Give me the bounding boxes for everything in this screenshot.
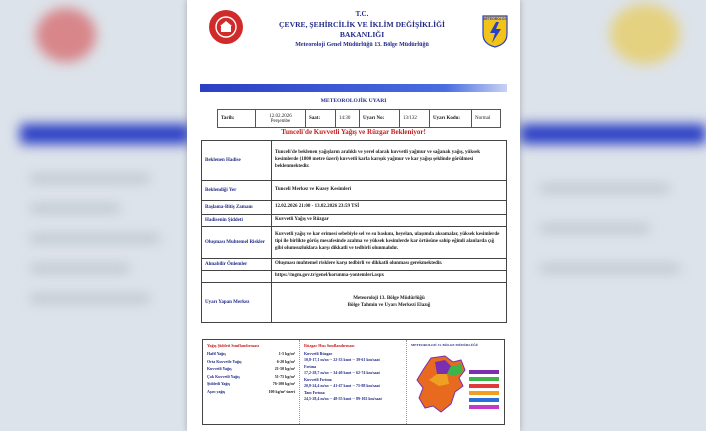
- rain-class-name: Çok Kuvvetli Yağış: [207, 373, 240, 379]
- time-label: Saat:: [309, 116, 321, 121]
- blurred-line: [540, 226, 650, 231]
- region-map: [411, 352, 477, 418]
- wind-classification-title: Rüzgar Hızı Sınıflandırması: [304, 343, 355, 348]
- wind-class-name: Tam Fırtına: [304, 390, 325, 395]
- table-row: [202, 141, 507, 181]
- meteorology-logo-text: METEOROLOJİ: [482, 17, 508, 21]
- info-link[interactable]: https://mgm.gov.tr/genel/korunma-yontemleri.aspx: [272, 271, 507, 283]
- blurred-line: [30, 206, 120, 211]
- blurred-line: [540, 186, 670, 191]
- list-item: [207, 389, 295, 394]
- row-value: Kuvvetli Yağış ve Rüzgar: [272, 215, 507, 227]
- ministry-name-line1: ÇEVRE, ŞEHİRCİLİK VE İKLİM DEĞİŞİKLİĞİ: [279, 20, 445, 29]
- color-bar: [469, 370, 499, 374]
- meteorology-logo: [481, 14, 509, 48]
- info-cell: [472, 110, 500, 127]
- decorative-band: [200, 84, 507, 92]
- table-row: [202, 283, 507, 323]
- list-item: [207, 381, 295, 386]
- blurred-band-left: [20, 124, 190, 144]
- wind-class-detail: 24,5-28,4 m/sn -- 48-55 knot -- 89-102 km/saat: [304, 396, 382, 401]
- wind-class-detail: 10,8-17,1 m/sn -- 22-33 knot -- 39-61 km/saat: [304, 357, 380, 362]
- blurred-band-right: [520, 124, 706, 144]
- document-page: [187, 0, 520, 431]
- blurred-line: [540, 266, 680, 271]
- wind-class-detail: 17,2-28,7 m/sn -- 34-40 knot -- 62-74 km/saat: [304, 370, 380, 375]
- rain-class-range: 21-50 kg/m²: [274, 366, 295, 372]
- info-cell: [256, 110, 306, 127]
- color-bar: [469, 398, 499, 402]
- row-key: [202, 271, 272, 283]
- row-value: 12.02.2026 21:00 - 13.02.2026 23:59 TSİ: [272, 201, 507, 215]
- color-bar: [469, 405, 499, 409]
- rain-class-name: Orta Kuvvetle Yağış: [207, 358, 242, 364]
- color-bar: [469, 384, 499, 388]
- info-cell: [306, 110, 336, 127]
- directorate-name: Meteoroloji Genel Müdürlüğü 13. Bölge Müdürlüğü: [295, 42, 429, 48]
- wind-class-name: Kuvvetli Rüzgar: [304, 351, 333, 356]
- list-item: [207, 351, 295, 356]
- row-key: Uyarı Yapan Merkez: [202, 283, 272, 323]
- rain-class-range: 76-100 kg/m²: [272, 381, 295, 387]
- row-key: Hadisenin Şiddeti: [202, 215, 272, 227]
- row-key: Beklenen Hadise: [202, 141, 272, 181]
- ministry-emblem-icon: [214, 15, 238, 39]
- warning-number-value: 13/132: [403, 116, 417, 121]
- info-cell: [430, 110, 472, 127]
- region-map-caption: METEOROLOJİ 13. BÖLGE MÜDÜRLÜĞÜ: [411, 343, 479, 347]
- warning-code-value: Normal: [475, 116, 491, 121]
- info-cell: [336, 110, 360, 127]
- blurred-logo-left: [36, 8, 96, 62]
- rain-class-range: 51-75 kg/m²: [274, 373, 295, 379]
- wind-class-name: Fırtına: [304, 364, 316, 369]
- day-value: Perşembe: [270, 118, 291, 124]
- warning-title: METEOROLOJİK UYARI: [320, 98, 387, 104]
- color-bar: [469, 391, 499, 395]
- row-value: Oluşması muhtemel risklere karşı tedbirli ve dikkatli olunması gerekmektedir.: [272, 259, 507, 271]
- warning-code-label: Uyarı Kodu:: [433, 116, 461, 121]
- classification-legend: [202, 339, 505, 425]
- blurred-line: [30, 296, 150, 301]
- info-cell: [360, 110, 400, 127]
- rain-class-range: 1-5 kg/m²: [278, 351, 295, 356]
- row-value: Tunceli Merkez ve Kuzey Kesimleri: [272, 181, 507, 201]
- table-row: [202, 181, 507, 201]
- rain-class-name: Kuvvetli Yağış: [207, 366, 232, 372]
- row-value: Tunceli'de beklenen yağışların aralıklı ve yerel olarak kuvvetli yağmur ve sağanak yağış, yüksek kesimlerde (1800 metre üzeri) kuvvetli karla karışık yağmur ve kar yağışı şeklinde görülmesi beklenmektedir.: [272, 141, 507, 181]
- row-key: Alınabilir Önlemler: [202, 259, 272, 271]
- wind-class-name: Kuvvetli Fırtına: [304, 377, 332, 382]
- list-item: [207, 359, 295, 364]
- blurred-line: [30, 236, 160, 241]
- row-value: Kuvvetli yağış ve kar erimesi sebebiyle sel ve su baskını, heyelan, ulaşımda aksamalar, yüksek kesimlerde tipi ile birlikte görüş mesafesinde azalma ve yüksek kesimlerde kar örtüsüne sahip eğimli alanlarda çığ gibi olumsuzluklara karşı dikkatli ve tedbirli olunmalıdır.: [272, 227, 507, 259]
- info-cell: [400, 110, 430, 127]
- rain-classification-title: Yağış Şiddeti Sınıflandırması: [207, 343, 259, 348]
- warning-number-label: Uyarı No:: [363, 116, 385, 121]
- warning-details-table: [201, 140, 507, 323]
- time-value: 14:30: [339, 116, 351, 121]
- row-key: Beklendiği Yer: [202, 181, 272, 201]
- blurred-logo-right: [610, 4, 680, 64]
- date-label: Tarih:: [221, 116, 235, 121]
- color-bar: [469, 377, 499, 381]
- row-value: Meteoroloji 13. Bölge Müdürlüğü Bölge Tahmin ve Uyarı Merkezi Elazığ: [272, 283, 507, 323]
- wind-classification: [299, 340, 406, 424]
- map-color-bars: [469, 370, 499, 412]
- rain-class-name: Şiddetli Yağış: [207, 381, 231, 387]
- warning-info-bar: [217, 109, 501, 128]
- table-row: [202, 227, 507, 259]
- warning-headline: Tunceli'de Kuvvetli Yağış ve Rüzgar Bekleniyor!: [281, 128, 426, 136]
- date-value: 12.02.2026: [269, 113, 292, 119]
- rain-class-range: 6-20 kg/m²: [276, 358, 295, 364]
- rain-class-range: 100 kg/m² üzeri: [268, 388, 295, 394]
- tc-label: T.C.: [355, 10, 369, 18]
- rain-class-name: Aşırı yağış: [207, 388, 226, 394]
- table-row: [202, 259, 507, 271]
- table-row: [202, 201, 507, 215]
- ministry-name-line2: BAKANLIĞI: [339, 30, 385, 39]
- info-cell: [218, 110, 256, 127]
- row-key: Başlama-Bitiş Zamanı: [202, 201, 272, 215]
- list-item: [207, 374, 295, 379]
- table-row: [202, 271, 507, 283]
- rain-classification: [203, 340, 299, 424]
- blurred-line: [30, 176, 150, 181]
- row-key: Oluşması Muhtemel Riskler: [202, 227, 272, 259]
- table-row: [202, 215, 507, 227]
- list-item: [207, 366, 295, 371]
- region-map-panel: [406, 340, 504, 424]
- wind-class-detail: 20,8-24,4 m/sn -- 41-47 knot -- 75-88 km/saat: [304, 383, 380, 388]
- ministry-logo: [209, 10, 243, 44]
- blurred-line: [30, 266, 130, 271]
- rain-class-name: Hafif Yağış: [207, 351, 226, 356]
